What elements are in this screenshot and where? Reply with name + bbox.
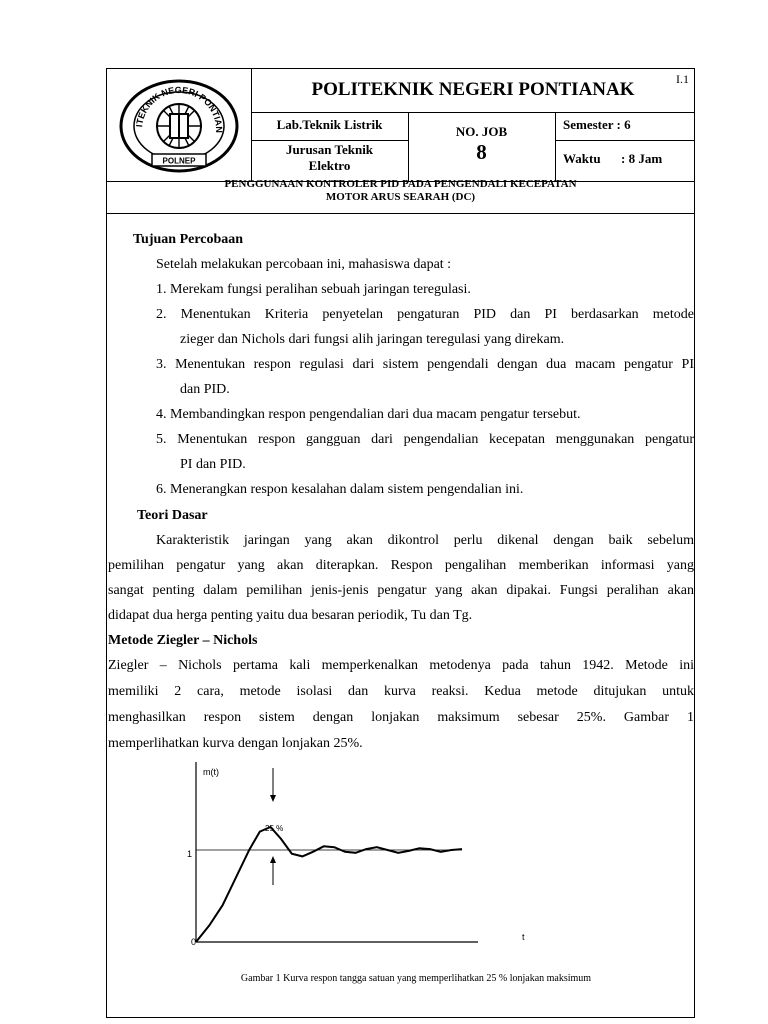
logo-bottom-text: POLNEP bbox=[162, 156, 196, 166]
method-heading: Metode Ziegler – Nichols bbox=[108, 633, 258, 648]
objective-item: 2. Menentukan Kriteria penyetelan pengaturan PID dan PI berdasarkan metode bbox=[156, 307, 694, 322]
objective-item: 4. Membandingkan respon pengendalian dari dua macam pengatur tersebut. bbox=[156, 407, 581, 422]
method-line: menghasilkan respon sistem dengan lonjakan maksimum sebesar 25%. Gambar 1 bbox=[108, 710, 694, 725]
objective-item-cont: zieger dan Nichols dari fungsi alih jaringan teregulasi yang direkam. bbox=[180, 332, 565, 347]
objectives-heading: Tujuan Percobaan bbox=[133, 232, 244, 247]
theory-heading: Teori Dasar bbox=[137, 508, 208, 523]
objectives-intro: Setelah melakukan percobaan ini, mahasiswa dapat : bbox=[156, 257, 452, 272]
job-label: NO. JOB bbox=[455, 124, 508, 139]
logo-ring-text: ITEKNIK NEGERI PONTIAN bbox=[134, 84, 225, 133]
theory-line: sangat penting dalam pemilihan jenis-jenis pengatur yang akan dipakai. Fungsi peralihan akan bbox=[108, 583, 694, 598]
time-value: : 8 Jam bbox=[621, 151, 663, 166]
job-title-line1: PENGGUNAAN KONTROLER PID PADA PENGENDALI KECEPATAN bbox=[224, 178, 577, 190]
time-label: Waktu bbox=[563, 151, 601, 166]
overshoot-arrowhead-bottom bbox=[270, 856, 276, 863]
method-line: memperlihatkan kurva dengan lonjakan 25%. bbox=[108, 736, 363, 751]
method-line: Ziegler – Nichols pertama kali memperkenalkan metodenya pada tahun 1942. Metode ini bbox=[108, 658, 694, 673]
x-axis-label: t bbox=[522, 932, 525, 942]
theory-line: didapat dua herga penting yaitu dua besaran periodik, Tu dan Tg. bbox=[108, 608, 473, 623]
department-line2: Elektro bbox=[308, 158, 351, 173]
job-number: 8 bbox=[476, 140, 487, 164]
objective-item-cont: PI dan PID. bbox=[180, 457, 246, 472]
objective-item: 3. Menentukan respon regulasi dari sistem pengendali dengan dua macam pengatur PI bbox=[156, 357, 694, 372]
theory-line: pemilihan pengatur yang akan diterapkan. Respon pengalihan memberikan informasi yang bbox=[108, 558, 694, 573]
y-tick-label: 1 bbox=[187, 849, 193, 859]
objective-item: 1. Merekam fungsi peralihan sebuah jaringan teregulasi. bbox=[156, 282, 471, 297]
objective-item: 5. Menentukan respon gangguan dari pengendalian kecepatan menggunakan pengatur bbox=[156, 432, 694, 447]
response-curve bbox=[196, 827, 462, 942]
method-line: memiliki 2 cara, metode isolasi dan kurva reaksi. Kedua metode ditujukan untuk bbox=[108, 684, 694, 699]
theory-line: Karakteristik jaringan yang akan dikontrol perlu dikenal dengan baik sebelum bbox=[156, 533, 694, 548]
objective-item: 6. Menerangkan respon kesalahan dalam sistem pengendalian ini. bbox=[156, 482, 524, 497]
page-number: I.1 bbox=[676, 72, 689, 86]
job-title-line2: MOTOR ARUS SEARAH (DC) bbox=[325, 191, 476, 203]
overshoot-annotation: 25 % bbox=[265, 824, 284, 833]
department-line1: Jurusan Teknik bbox=[285, 142, 374, 157]
lab-name: Lab.Teknik Listrik bbox=[276, 117, 383, 132]
semester: Semester : 6 bbox=[563, 117, 631, 132]
institution-name: POLITEKNIK NEGERI PONTIANAK bbox=[311, 79, 635, 100]
y-tick-label: 0 bbox=[191, 937, 197, 947]
y-axis-label: m(t) bbox=[203, 767, 219, 777]
overshoot-arrowhead-top bbox=[270, 795, 276, 802]
figure-caption: Gambar 1 Kurva respon tangga satuan yang memperlihatkan 25 % lonjakan maksimum bbox=[240, 973, 592, 984]
objective-item-cont: dan PID. bbox=[180, 382, 230, 397]
